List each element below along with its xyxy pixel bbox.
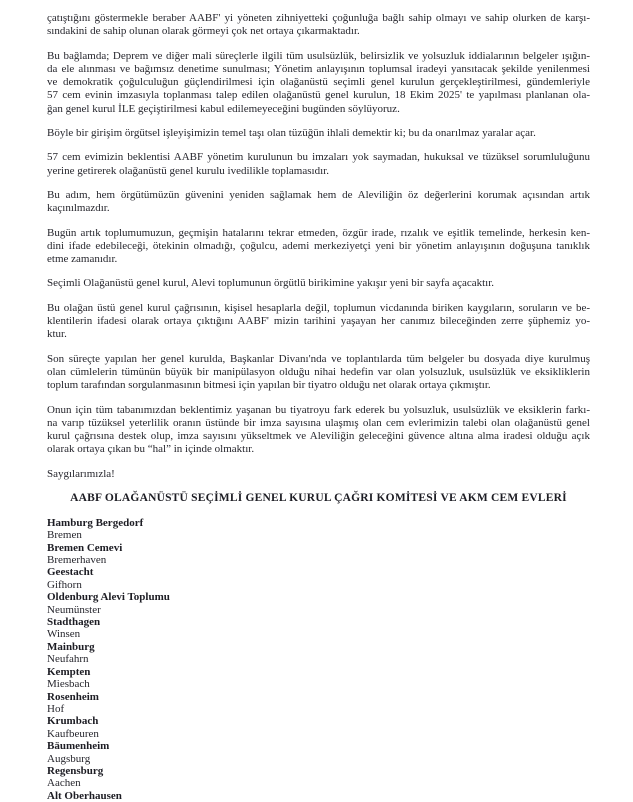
signatory-item: Rosenheim (47, 690, 99, 703)
paragraph-line: yerine getirerek olağanüstü genel kurulu ivedilikle toplamasıdır. (47, 164, 329, 177)
paragraph-line: dini ifade edebileceği, ötekinin olmadığı, çoğulcu, ademi merkeziyetçi yeni bir yönetim anlayışının doğuşuna tanıklık (47, 239, 590, 252)
paragraph-line: ve demokratik çoğulculuğun güçlendirilmesi için olağanüstü seçimli genel kurulun gerçekleştirilmesi, gündemleriyle (47, 76, 590, 89)
paragraph (47, 12, 590, 39)
paragraph-line: Bugün artık toplumumuzun, geçmişin hatalarını tekrar etmeden, özgür irade, rızalık ve eşitlik temelinde, herkesin ken- (47, 226, 590, 239)
signatory-item: Stadthagen (47, 616, 101, 629)
signatory-item: Kempten (47, 665, 91, 678)
signatory-list (47, 517, 590, 802)
signatory-item: Augsburg (47, 752, 91, 765)
body-paragraphs (47, 12, 590, 457)
paragraph-line: ktur. (47, 328, 67, 341)
closing-salutation: Saygılarımızla! (47, 467, 115, 480)
paragraph-line: 57 cem evimizin beklentisi AABF yönetim kurulunun bu imzaları yok saymadan, hukuksal ve tüzüksel sorumluluğunu (47, 151, 590, 164)
signatory-item: Bremerhaven (47, 554, 107, 567)
paragraph-line: Bu bağlamda; Deprem ve diğer mali süreçlerle ilgili tüm usulsüzlük, belirsizlik ve yolsuzluk iddialarının belgeler ışığın- (47, 49, 590, 62)
paragraph (47, 189, 590, 216)
paragraph (47, 302, 590, 342)
signatory-item: Oldenburg Alevi Toplumu (47, 591, 170, 604)
paragraph-line: na varıp tüzüksel yeterlilik oranın üstünde bir imza sayısına ulaşmış olan cem evlerimizin talebi olan olağanüstü genel (47, 416, 590, 429)
paragraph-line: kurul çağrısına destek olup, imza sayısını yükseltmek ve Aleviliğin geleceğini güvence altına alma iradesi olduğu açık (47, 430, 590, 443)
paragraph-line: Son süreçte yapılan her genel kurulda, Başkanlar Divanı'nda ve toplantılarda tüm belgeler bu dosyada diye kurulmuş (47, 352, 590, 365)
paragraph (47, 151, 590, 178)
paragraph-line: etme zamanıdır. (47, 253, 118, 266)
paragraph-line: olarak ortaya çıkan bu “hal” in içinde olmaktır. (47, 443, 255, 456)
paragraph-line: 57 cem evinin imzasıyla toplanması talep edilen olağanüstü genel kurulun, 18 Ekim 2025' te yapılması planlanan ola- (47, 89, 590, 102)
signatory-item: Neufahrn (47, 653, 89, 666)
signatory-item: Winsen (47, 628, 81, 641)
signatory-item: Hof (47, 702, 65, 715)
signatory-item: Krumbach (47, 715, 99, 728)
paragraph-line: çatıştığını göstermekle beraber AABF' yi yöneten zihniyetteki çoğunluğa bağlı sahip olmayı ve sahip olurken de karşı- (47, 12, 590, 24)
paragraph-line: Onun için tüm tabanımızdan beklentimiz yaşanan bu tiyatroyu fark ederek bu yolsuzluk, usulsüzlük ve eksiklerin farkı- (47, 403, 590, 416)
paragraph-line: Böyle bir girişim örgütsel işleyişimizin temel taşı olan tüzüğün ihlali demektir ki; bu da onarılmaz yaralar açar. (47, 127, 536, 140)
paragraph-line: toplum tarafından sorgulanmasının bitmesi için yapılan bir tiyatro olduğu net olarak ortaya çıkmıştır. (47, 379, 491, 392)
paragraph (47, 353, 590, 393)
signatory-item: Neumünster (47, 603, 101, 616)
paragraph-line: Bu olağan üstü genel kurul çağrısının, kişisel hesaplarla değil, toplumun vicdanında biriken kaygıların, soruların ve be- (47, 301, 590, 314)
paragraph (47, 227, 590, 267)
signatory-item: Hamburg Bergedorf (47, 516, 144, 529)
signatory-item: Gifhorn (47, 578, 82, 591)
paragraph (47, 50, 590, 116)
paragraph-line: klentilerin ifadesi olarak ortaya çıktığını AABF' mizin tarihini yaşayan her canımız bileceğinden zerre şüphemiz yo- (47, 315, 590, 328)
signatory-item: Aachen (47, 777, 81, 790)
signatory-item: Alt Oberhausen (47, 789, 122, 802)
signatory-item: Mainburg (47, 640, 95, 653)
paragraph (47, 404, 590, 457)
signatory-item: Bäumenheim (47, 740, 110, 753)
paragraph-line: sındakini de sahip olunan olarak görmeyi çok net ortaya çıkarmaktadır. (47, 25, 360, 38)
signatory-item: Geestacht (47, 566, 94, 579)
signatory-item: Bremen Cemevi (47, 541, 123, 554)
paragraph (47, 127, 590, 140)
paragraph-line: da ele alınması ve bağımsız denetime sunulması; Yönetim anlayışının toplumsal iradeyi yansıtacak şekilde yenilenmesi (47, 62, 590, 75)
signatory-item: Regensburg (47, 764, 104, 777)
paragraph-line: Seçimli Olağanüstü genel kurul, Alevi toplumunun örgütlü birikimine yakışır yeni bir sayfa açacaktır. (47, 277, 495, 290)
signatory-item: Kaufbeuren (47, 727, 99, 740)
paragraph-line: ğan genel kurul İLE geçiştirilmesi kabul edilemeyeceğini bugünden söylüyoruz. (47, 102, 400, 115)
committee-heading: AABF OLAĞANÜSTÜ SEÇİMLİ GENEL KURUL ÇAĞRI KOMİTESİ VE AKM CEM EVLERİ (70, 492, 567, 505)
paragraph (47, 277, 590, 290)
paragraph-line: Bu adım, hem örgütümüzün güvenini yeniden sağlamak hem de Aleviliğin öz değerlerini korumak açısından artık (47, 188, 590, 201)
signatory-item: Bremen (47, 529, 82, 542)
paragraph-line: olan cümlelerin tümünün büyük bir manipülasyon olduğu nihai hedefin var olan yolsuzluk, usulsüzlük ve eksikliklerin (47, 365, 590, 378)
paragraph-line: kaçınılmazdır. (47, 202, 110, 215)
signatory-item: Miesbach (47, 678, 90, 691)
